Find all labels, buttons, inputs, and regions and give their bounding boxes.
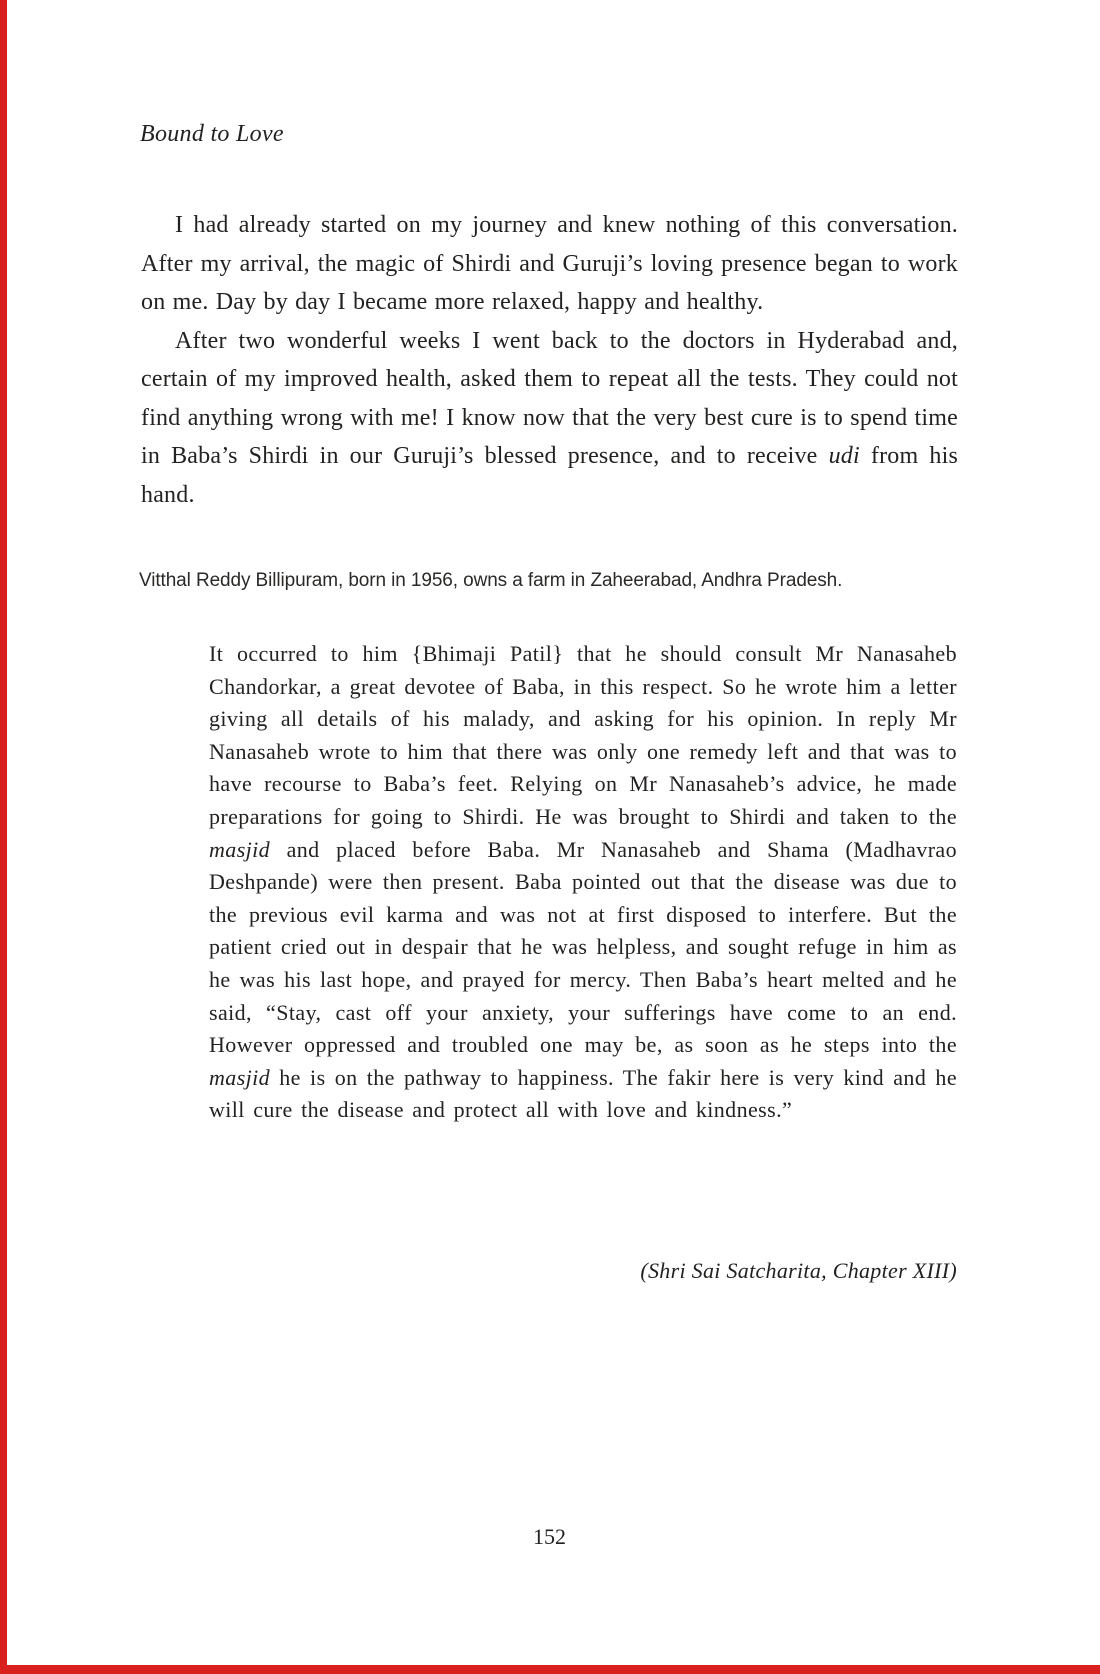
contributor-caption: Vitthal Reddy Billipuram, born in 1956, owns a farm in Zaheerabad, Andhra Pradesh. (139, 570, 843, 591)
paragraph: I had already started on my journey and knew nothing of this conversation. After my arrival, the magic of Shirdi and Guruji’s loving presence began to work on me. Day by day I became more relaxed, happy and healthy. (141, 212, 958, 315)
running-header: Bound to Love (140, 121, 284, 147)
page-number: 152 (533, 1524, 566, 1549)
scan-edge-left (0, 0, 7, 1674)
quote-attribution: (Shri Sai Satcharita, Chapter XIII) (640, 1258, 957, 1283)
scan-edge-bottom (0, 1665, 1100, 1674)
block-quote (209, 638, 957, 1127)
quote-paragraph: It occurred to him {Bhimaji Patil} that he should consult Mr Nanasaheb Chandorkar, a great devotee of Baba, in this respect. So he wrote him a letter giving all details of his malady, and asking for his opinion. In reply Mr Nanasaheb wrote to him that there was only one remedy left and that was to have recourse to Baba’s feet. Relying on Mr Nanasaheb’s advice, he made preparations for going to Shirdi. He was brought to Shirdi and taken to the masjid and placed before Baba. Mr Nanasaheb and Shama (Madhavrao Deshpande) were then present. Baba pointed out that the disease was due to the previous evil karma and was not at first disposed to interfere. But the patient cried out in despair that he was helpless, and sought refuge in him as he was his last hope, and prayed for mercy. Then Baba’s heart melted and he said, “Stay, cast off your anxiety, your sufferings have come to an end. However oppressed and troubled one may be, as soon as he steps into the masjid he is on the pathway to happiness. The fakir here is very kind and he will cure the disease and protect all with love and kindness.” (209, 641, 957, 1123)
body-text (141, 206, 958, 514)
paragraph: After two wonderful weeks I went back to the doctors in Hyderabad and, certain of my improved health, asked them to repeat all the tests. They could not find anything wrong with me! I know now that the very best cure is to spend time in Baba’s Shirdi in our Guruji’s blessed presence, and to receive udi from his hand. (141, 327, 958, 508)
